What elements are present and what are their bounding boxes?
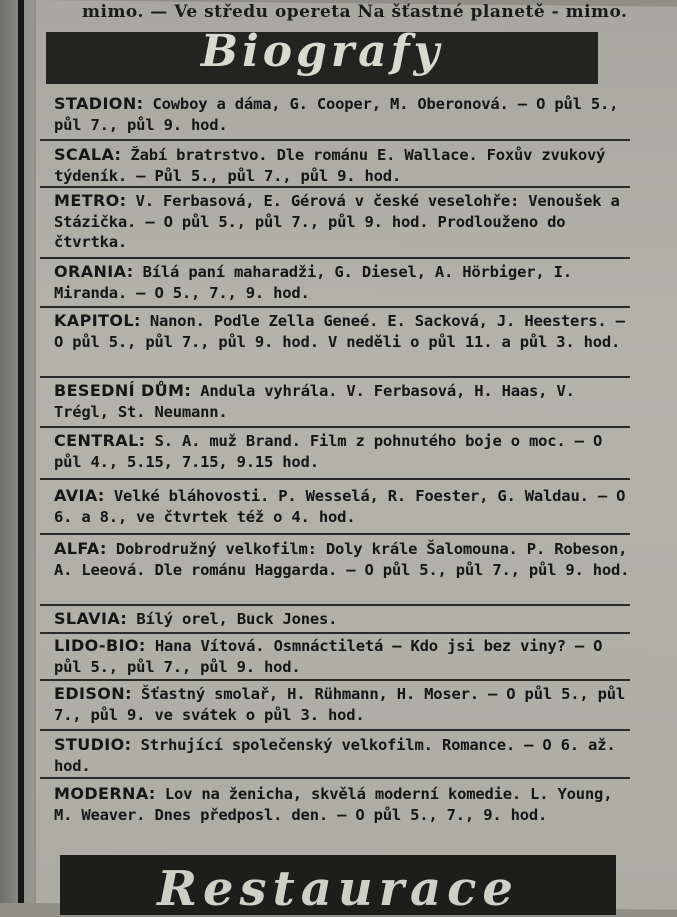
listing-text: Žabí bratrstvo. Dle románu E. Wallace. Foxův zvukový týdeník. — Půl 5., půl 7., půl 9. hod. bbox=[54, 146, 606, 185]
listing-text: Nanon. Podle Zella Geneé. E. Sacková, J. Heesters. — O půl 5., půl 7., půl 9. hod. V neděli o půl 11. a půl 3. hod. bbox=[54, 312, 625, 351]
listing-besedni-dum bbox=[54, 381, 634, 422]
listing-moderna bbox=[54, 784, 634, 825]
next-section-banner bbox=[60, 855, 616, 915]
cinema-name: STUDIO: bbox=[54, 735, 132, 754]
separator bbox=[40, 632, 630, 634]
listing-edison bbox=[54, 684, 634, 725]
column-rule bbox=[18, 0, 24, 903]
listing-central bbox=[54, 431, 634, 472]
listing-lido-bio bbox=[54, 636, 634, 677]
cinema-name: EDISON: bbox=[54, 684, 132, 703]
separator bbox=[40, 426, 630, 428]
listing-text: Bílá paní maharadži, G. Diesel, A. Hörbiger, I. Miranda. — O 5., 7., 9. hod. bbox=[54, 263, 572, 302]
listing-text: Cowboy a dáma, G. Cooper, M. Oberonová. — O půl 5., půl 7., půl 9. hod. bbox=[54, 95, 619, 134]
separator bbox=[40, 729, 630, 731]
cinema-name: METRO: bbox=[54, 191, 127, 210]
listing-text: Šťastný smolař, H. Rühmann, H. Moser. — O půl 5., půl 7., půl 9. ve svátek o půl 3. hod. bbox=[54, 685, 626, 724]
next-section-title: Restaurace bbox=[157, 861, 519, 917]
separator bbox=[40, 186, 630, 188]
separator bbox=[40, 533, 630, 535]
cinema-name: CENTRAL: bbox=[54, 431, 146, 450]
cinema-name: ORANIA: bbox=[54, 262, 134, 281]
listing-text: Velké bláhovosti. P. Wesselá, R. Foester, G. Waldau. — O 6. a 8., ve čtvrtek též o 4. hod. bbox=[54, 487, 626, 526]
cinema-name: ALFA: bbox=[54, 539, 107, 558]
cinema-name: BESEDNÍ DŮM: bbox=[54, 381, 192, 400]
listing-text: Lov na ženicha, skvělá moderní komedie. L. Young, M. Weaver. Dnes předposl. den. — O půl 5., 7., 9. hod. bbox=[54, 785, 613, 824]
top-line-text: mimo. — Ve středu opereta Na šťastné planetě - mimo. bbox=[82, 2, 628, 22]
section-banner bbox=[46, 26, 598, 84]
separator bbox=[40, 777, 630, 779]
cinema-name: AVIA: bbox=[54, 486, 105, 505]
listing-text: Dobrodružný velkofilm: Doly krále Šalomouna. P. Robeson, A. Leeová. Dle románu Haggarda. — O půl 5., půl 7., půl 9. hod. bbox=[54, 540, 630, 579]
cinema-name: MODERNA: bbox=[54, 784, 156, 803]
cinema-name: SLAVIA: bbox=[54, 609, 128, 628]
listing-studio bbox=[54, 735, 634, 776]
separator bbox=[40, 679, 630, 681]
listing-text: Hana Vítová. Osmnáctiletá — Kdo jsi bez viny? — O půl 5., půl 7., půl 9. hod. bbox=[54, 637, 603, 676]
listing-avia bbox=[54, 486, 634, 527]
cinema-name: STADION: bbox=[54, 94, 144, 113]
separator bbox=[40, 478, 630, 480]
listing-orania bbox=[54, 262, 634, 303]
cinema-name: LIDO-BIO: bbox=[54, 636, 146, 655]
listing-scala bbox=[54, 145, 634, 186]
listing-text: Strhující společenský velkofilm. Romance. — O 6. až. hod. bbox=[54, 736, 616, 775]
separator bbox=[40, 604, 630, 606]
separator bbox=[40, 139, 630, 141]
listing-slavia bbox=[54, 609, 634, 630]
listing-stadion bbox=[54, 94, 634, 135]
cinema-name: SCALA: bbox=[54, 145, 122, 164]
listing-alfa bbox=[54, 539, 634, 580]
separator bbox=[40, 306, 630, 308]
listing-text: S. A. muž Brand. Film z pohnutého boje o moc. — O půl 4., 5.15, 7.15, 9.15 hod. bbox=[54, 432, 603, 471]
listing-kapitol bbox=[54, 311, 634, 352]
listing-text: V. Ferbasová, E. Gérová v české veselohře: Venoušek a Stázička. — O půl 5., půl 7., půl 9. hod. Prodlouženo do čtvrtka. bbox=[54, 192, 620, 251]
section-title: Biografy bbox=[200, 26, 444, 77]
listing-text: Bílý orel, Buck Jones. bbox=[127, 610, 338, 628]
cinema-name: KAPITOL: bbox=[54, 311, 141, 330]
background-edge bbox=[0, 0, 34, 903]
listing-text: Andula vyhrála. V. Ferbasová, H. Haas, V. Trégl, St. Neumann. bbox=[54, 382, 575, 421]
separator bbox=[40, 257, 630, 259]
listing-metro bbox=[54, 191, 634, 253]
separator bbox=[40, 376, 630, 378]
